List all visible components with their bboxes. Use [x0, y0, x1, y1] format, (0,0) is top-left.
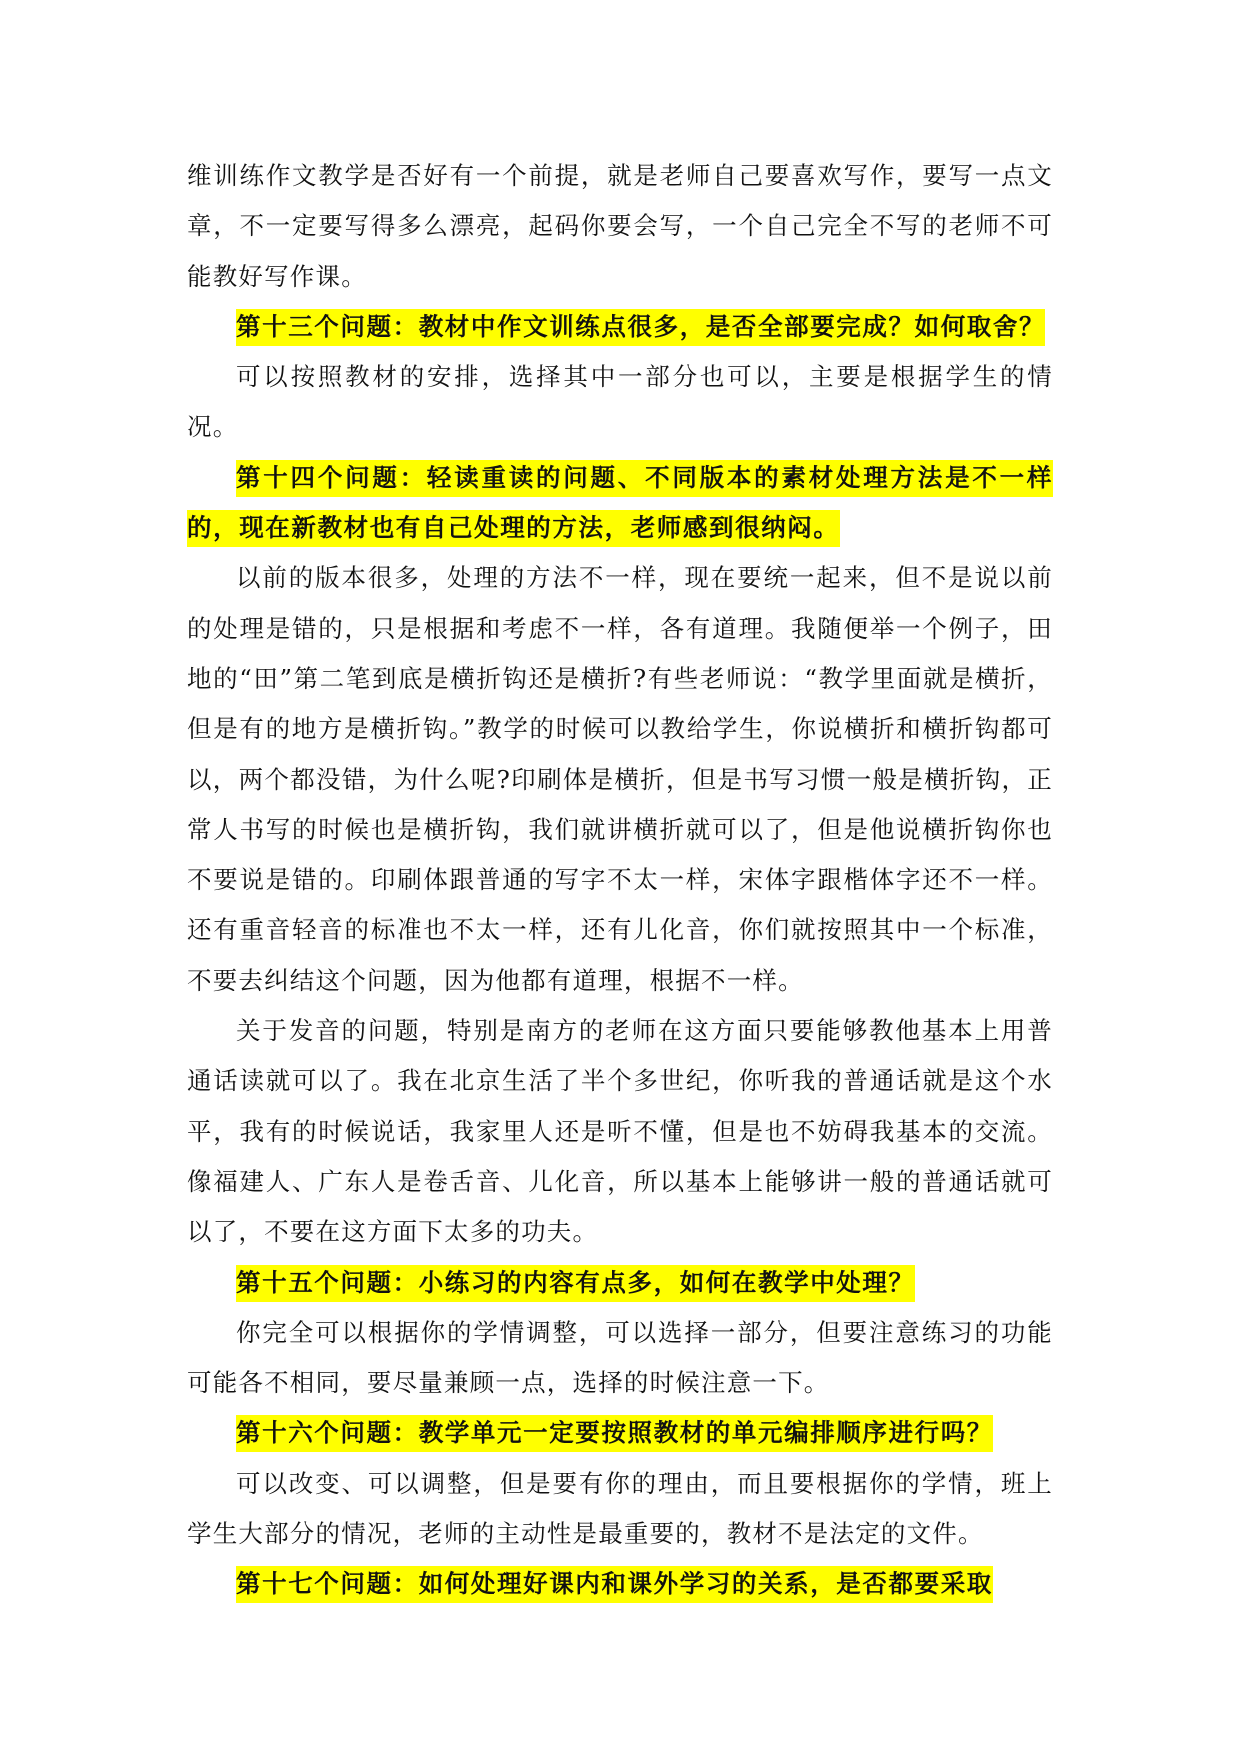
question-heading: [187, 1408, 1053, 1458]
highlighted-question-text: 第十六个问题：教学单元一定要按照教材的单元编排顺序进行吗？: [236, 1415, 993, 1452]
question-heading: [187, 1559, 1053, 1609]
highlighted-question-text: 第十五个问题：小练习的内容有点多，如何在教学中处理？: [236, 1265, 915, 1302]
body-paragraph: 可以按照教材的安排，选择其中一部分也可以，主要是根据学生的情况。: [187, 362, 1053, 442]
body-paragraph: 可以改变、可以调整，但是要有你的理由，而且要根据你的学情，班上学生大部分的情况，老师的主动性是最重要的，教材不是法定的文件。: [187, 1468, 1053, 1549]
highlighted-question-text: 第十三个问题：教材中作文训练点很多，是否全部要完成？如何取舍？: [236, 309, 1045, 346]
question-heading: [187, 1258, 1053, 1308]
document-body: [187, 151, 1053, 1610]
body-paragraph: 关于发音的问题，特别是南方的老师在这方面只要能够教他基本上用普通话读就可以了。我在北京生活了半个多世纪，你听我的普通话就是这个水平，我有的时候说话，我家里人还是听不懂，但是也不妨碍我基本的交流。像福建人、广东人是卷舌音、儿化音，所以基本上能够讲一般的普通话就可以了，不要在这方面下太多的功夫。: [187, 1016, 1053, 1247]
body-paragraph: 你完全可以根据你的学情调整，可以选择一部分，但要注意练习的功能可能各不相同，要尽量兼顾一点，选择的时候注意一下。: [187, 1317, 1053, 1398]
highlighted-question-text: 第十四个问题：轻读重读的问题、不同版本的素材处理方法是不一样的，现在新教材也有自己处理的方法，老师感到很纳闷。: [187, 460, 1053, 547]
highlighted-question-text: 第十七个问题：如何处理好课内和课外学习的关系，是否都要采取: [236, 1566, 993, 1603]
question-heading: [187, 453, 1053, 554]
question-heading: [187, 302, 1053, 352]
body-paragraph: 维训练作文教学是否好有一个前提，就是老师自己要喜欢写作，要写一点文章，不一定要写得多么漂亮，起码你要会写，一个自己完全不写的老师不可能教好写作课。: [187, 161, 1053, 291]
body-paragraph: 以前的版本很多，处理的方法不一样，现在要统一起来，但不是说以前的处理是错的，只是根据和考虑不一样，各有道理。我随便举一个例子，田地的“田”第二笔到底是横折钩还是横折?有些老师说：“教学里面就是横折，但是有的地方是横折钩。”教学的时候可以教给学生，你说横折和横折钩都可以，两个都没错，为什么呢?印刷体是横折，但是书写习惯一般是横折钩，正常人书写的时候也是横折钩，我们就讲横折就可以了，但是他说横折钩你也不要说是错的。印刷体跟普通的写字不太一样，宋体字跟楷体字还不一样。还有重音轻音的标准也不太一样，还有儿化音，你们就按照其中一个标准，不要去纠结这个问题，因为他都有道理，根据不一样。: [187, 563, 1053, 995]
